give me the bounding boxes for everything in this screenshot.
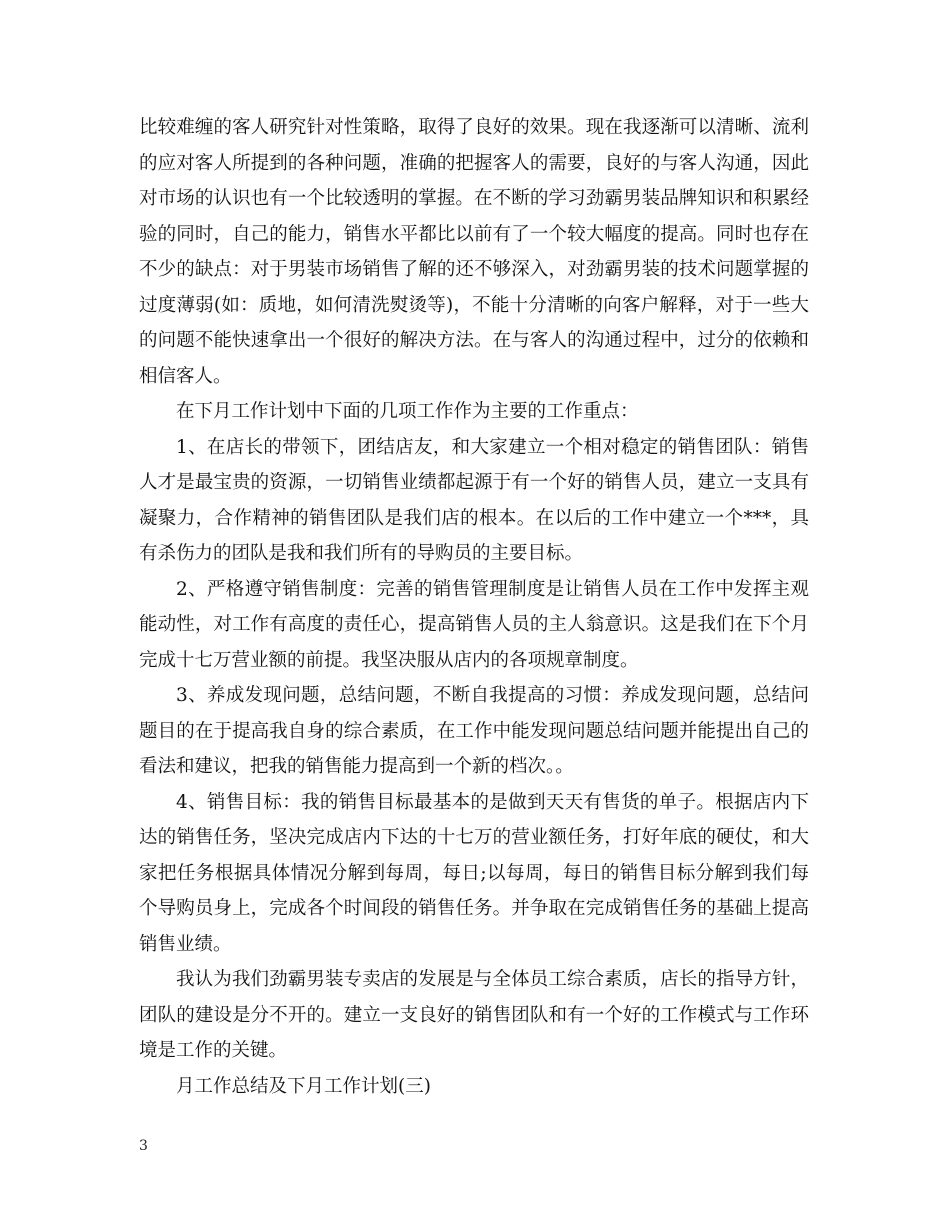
document-body: [139, 110, 809, 1104]
paragraph-6: 4、销售目标：我的销售目标最基本的是做到天天有售货的单子。根据店内下达的销售任务，坚决完成店内下达的十七万的营业额任务，打好年底的硬仗，和大家把任务根据具体情况分解到每周，每日;以每周，每日的销售目标分解到我们每个导购员身上，完成各个时间段的销售任务。并争取在完成销售任务的基础上提高销售业绩。: [139, 791, 809, 955]
paragraph-1: 比较难缠的客人研究针对性策略，取得了良好的效果。现在我逐渐可以清晰、流利的应对客人所提到的各种问题，准确的把握客人的需要，良好的与客人沟通，因此对市场的认识也有一个比较透明的掌握。在不断的学习劲霸男装品牌知识和积累经验的同时，自己的能力，销售水平都比以前有了一个较大幅度的提高。同时也存在不少的缺点：对于男装市场销售了解的还不够深入，对劲霸男装的技术问题掌握的过度薄弱(如：质地，如何清洗熨烫等)，不能十分清晰的向客户解释，对于一些大的问题不能快速拿出一个很好的解决方法。在与客人的沟通过程中，过分的依赖和相信客人。: [139, 117, 809, 387]
section-heading: 月工作总结及下月工作计划(三): [176, 1075, 431, 1097]
paragraph-7: 我认为我们劲霸男装专卖店的发展是与全体员工综合素质，店长的指导方针，团队的建设是分不开的。建立一支良好的销售团队和有一个好的工作模式与工作环境是工作的关键。: [139, 969, 809, 1061]
paragraph-4: 2、严格遵守销售制度：完善的销售管理制度是让销售人员在工作中发挥主观能动性，对工作有高度的责任心，提高销售人员的主人翁意识。这是我们在下个月完成十七万营业额的前提。我坚决服从店内的各项规章制度。: [139, 578, 809, 671]
paragraph-5: 3、养成发现问题，总结问题，不断自我提高的习惯：养成发现问题，总结问题目的在于提高我自身的综合素质，在工作中能发现问题总结问题并能提出自己的看法和建议，把我的销售能力提高到一个新的档次。。: [139, 685, 809, 777]
page-number: 3: [139, 1138, 148, 1154]
paragraph-3: 1、在店长的带领下，团结店友，和大家建立一个相对稳定的销售团队：销售人才是最宝贵的资源，一切销售业绩都起源于有一个好的销售人员，建立一支具有凝聚力，合作精神的销售团队是我们店的根本。在以后的工作中建立一个***，具有杀伤力的团队是我和我们所有的导购员的主要目标。: [139, 436, 809, 564]
paragraph-2: 在下月工作计划中下面的几项工作作为主要的工作重点：: [176, 401, 639, 422]
